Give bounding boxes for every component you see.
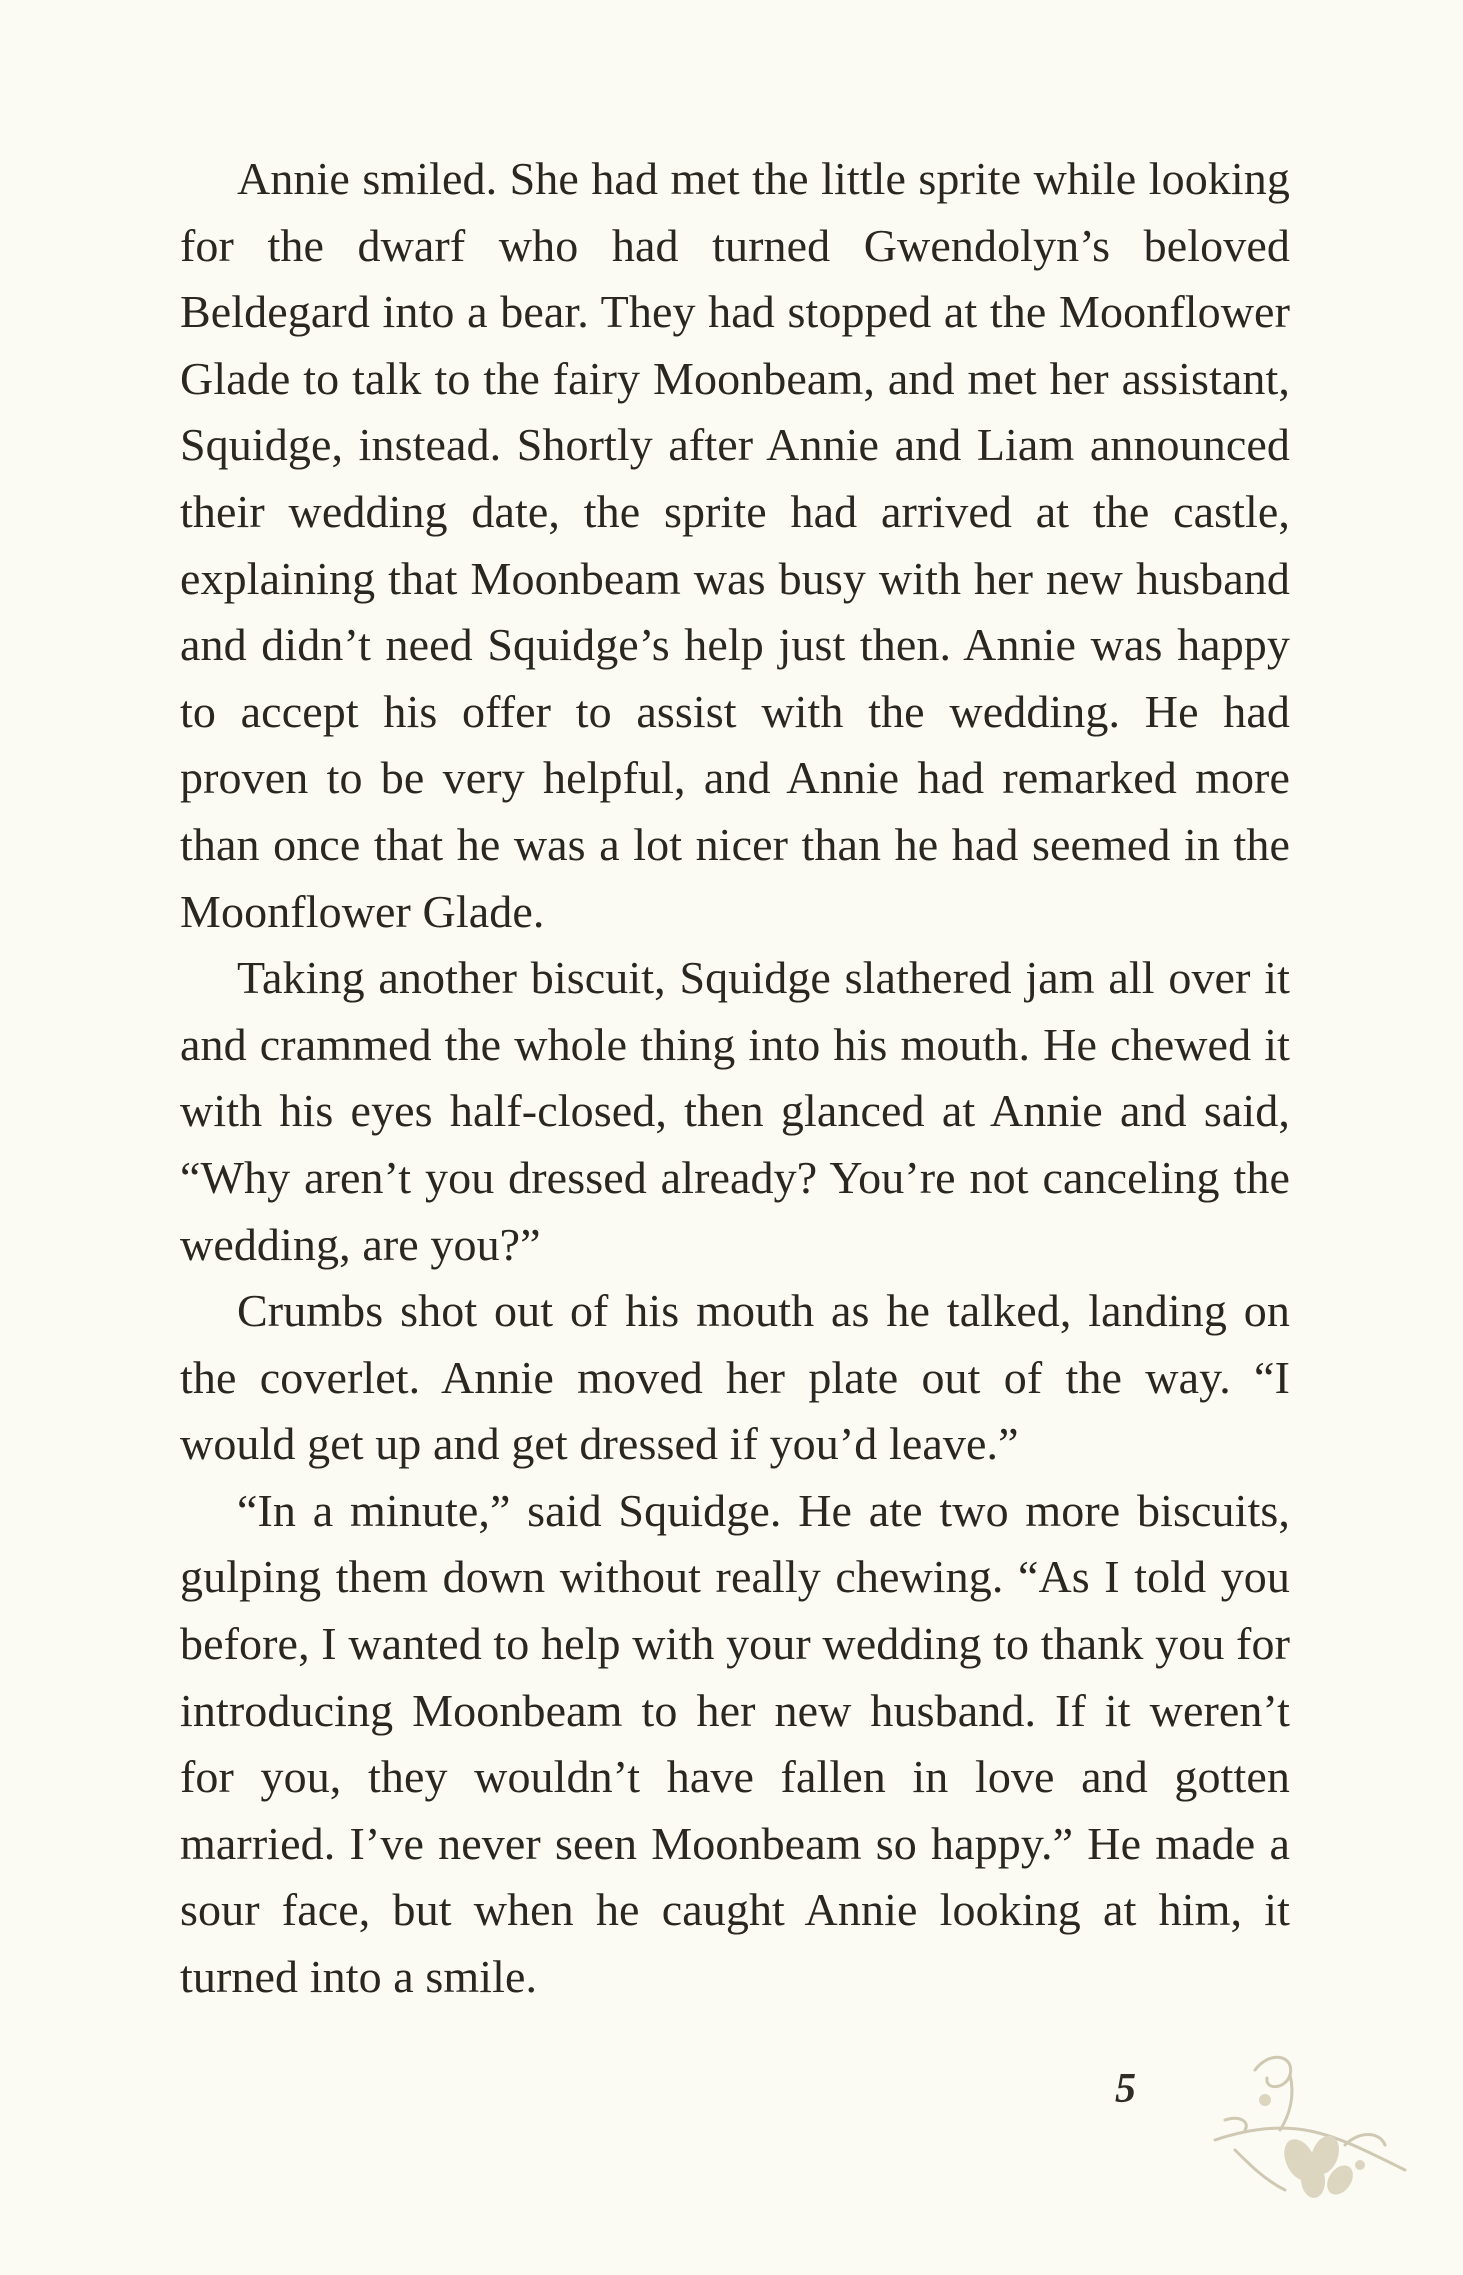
paragraph-1: Annie smiled. She had met the little sprite while looking for the dwarf who had turned Gwendolyn’s beloved Beldegard into a bear. They had stopped at the Moonflower Glade to talk to the fairy Moonbeam, and met her assistant, Squidge, instead. Shortly after Annie and Liam announced their wedding date, the sprite had arrived at the castle, explaining that Moonbeam was busy with her new husband and didn’t need Squidge’s help just then. Annie was happy to accept his offer to assist with the wedding. He had proven to be very helpful, and Annie had remarked more than once that he was a lot nicer than he had seemed in the Moonflower Glade. [180,153,1290,937]
page-number: 5 [1115,2066,1136,2112]
floral-vine-ornament-icon [1195,2030,1435,2210]
body-text [180,146,1290,2011]
paragraph-4: “In a minute,” said Squidge. He ate two more biscuits, gulping them down without really chewing. “As I told you before, I wanted to help with your wedding to thank you for introducing Moonbeam to her new husband. If it weren’t for you, they wouldn’t have fallen in love and gotten married. I’ve never seen Moonbeam so happy.” He made a sour face, but when he caught Annie looking at him, it turned into a smile. [180,1484,1290,2003]
paragraph-2: Taking another biscuit, Squidge slathered jam all over it and crammed the whole thing into his mouth. He chewed it with his eyes half-closed, then glanced at Annie and said, “Why aren’t you dressed already? You’re not canceling the wedding, are you?” [180,952,1290,1270]
paragraph-3: Crumbs shot out of his mouth as he talked, landing on the coverlet. Annie moved her plate out of the way. “I would get up and get dressed if you’d leave.” [180,1285,1290,1470]
